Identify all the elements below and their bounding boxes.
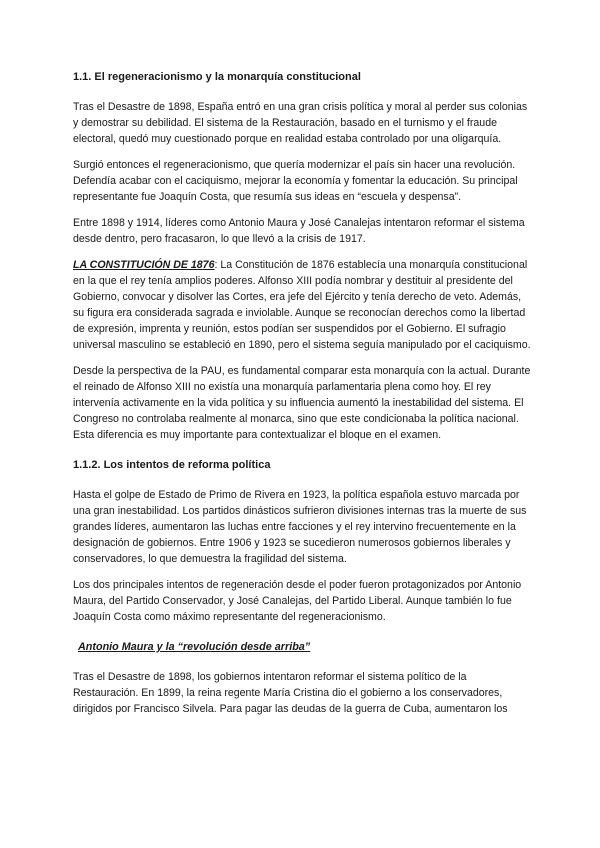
document-body [73,69,533,717]
paragraph-gobiernos-reforma: Tras el Desastre de 1898, los gobiernos intentaron reformar el sistema político de la Restauración. En 1899, la reina regente María Cristina dio el gobierno a los conservadores, dirigidos por Francisco Silvela. Para pagar las deudas de la guerra de Cuba, aumentaron los [73,671,508,715]
paragraph-maura-canalejas: Entre 1898 y 1914, líderes como Antonio Maura y José Canalejas intentaron reformar el sistema desde dentro, pero fracasaron, lo que llevó a la crisis de 1917. [73,217,525,245]
paragraph-inestabilidad: Hasta el golpe de Estado de Primo de Rivera en 1923, la política española estuvo marcada por una gran inestabilidad. Los partidos dinásticos sufrieron divisiones internas tras la muerte de sus grandes líderes, aumentaron las luchas entre facciones y el rey intervino frecuentemente en la designación de gobiernos. Entre 1906 y 1923 se sucedieron numerosos gobiernos liberales y conservadores, lo que demuestra la fragilidad del sistema. [73,489,527,565]
subsection-title-antonio-maura: Antonio Maura y la “revolución desde arriba” [78,641,311,653]
paragraph-desastre-1898: Tras el Desastre de 1898, España entró en una gran crisis política y moral al perder sus colonias y demostrar su debilidad. El sistema de la Restauración, basado en el turnismo y el fraude electoral, quedó muy cuestionado porque en realidad estaba controlado por una oligarquía. [73,101,528,145]
section-title-regeneracionismo: 1.1. El regeneracionismo y la monarquía constitucional [73,71,361,83]
paragraph-regeneracionismo: Surgió entonces el regeneracionismo, que quería modernizar el país sin hacer una revolución. Defendía acabar con el caciquismo, mejorar la economía y fomentar la educación. Su principal representante fue Joaquín Costa, que resumía sus ideas en “escuela y despensa”. [73,159,518,203]
paragraph-intentos-regeneracion: Los dos principales intentos de regeneración desde el poder fueron protagonizados por Antonio Maura, del Partido Conservador, y José Canalejas, del Partido Liberal. Aunque también lo fue Joaquín Costa como máximo representante del regeneracionismo. [73,579,522,623]
constitucion-1876-label: LA CONSTITUCIÓN DE 1876 [73,259,215,271]
paragraph-perspectiva-pau: Desde la perspectiva de la PAU, es fundamental comparar esta monarquía con la actual. Durante el reinado de Alfonso XIII no existía una monarquía parlamentaria plena como hoy. El rey intervenía activamente en la vida política y su influencia aumentó la inestabilidad del sistema. El Congreso no controlaba realmente al monarca, sino que este condicionaba la política nacional. Esta diferencia es muy importante para contextualizar el bloque en el examen. [73,365,531,441]
paragraph-constitucion-1876 [73,257,533,353]
section-title-intentos-reforma: 1.1.2. Los intentos de reforma política [73,459,271,471]
constitucion-1876-text: : La Constitución de 1876 establecía una monarquía constitucional en la que el rey tenía amplios poderes. Alfonso XIII podía nombrar y destituir al presidente del Gobierno, convocar y disolver las Cortes, era jefe del Ejército y tenía derecho de veto. Además, su figura era considerada sagrada e inviolable. Aunque se reconocían derechos como la libertad de expresión, imprenta y reunión, estos podían ser suspendidos por el Gobierno. El sufragio universal masculino se estableció en 1890, pero el sistema seguía manipulado por el caciquismo. [73,259,531,351]
